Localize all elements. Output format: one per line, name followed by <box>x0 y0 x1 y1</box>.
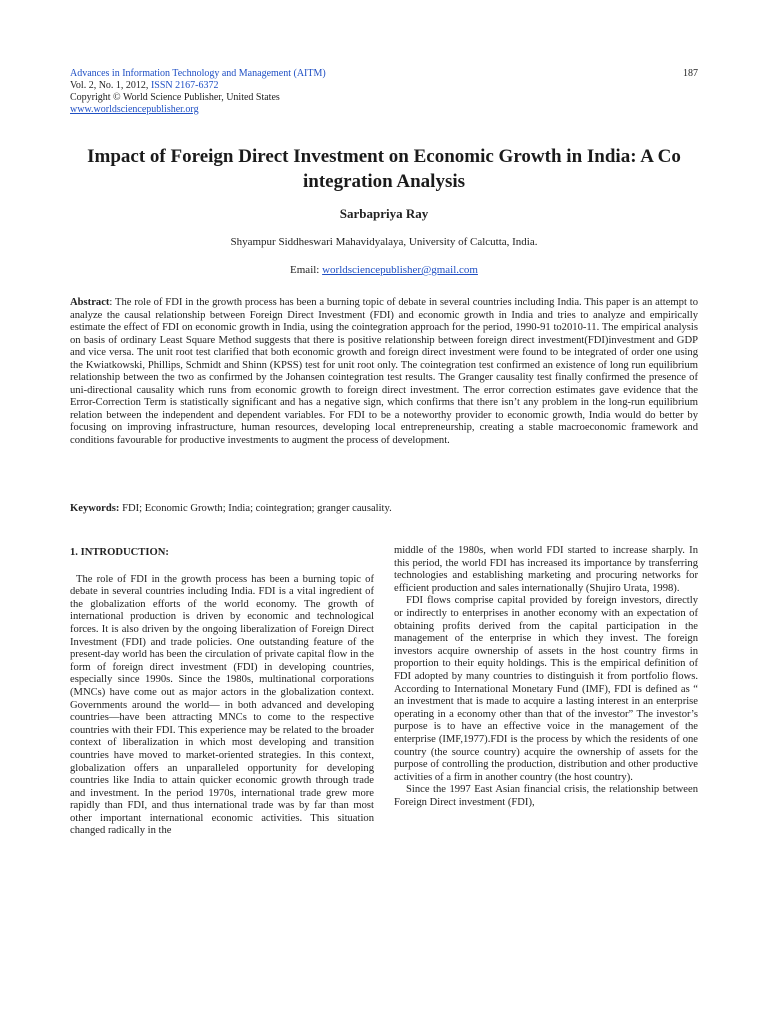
email-label: Email: <box>290 264 323 276</box>
author-email <box>70 264 698 276</box>
paper-title: Impact of Foreign Direct Investment on Economic Growth in India: A Co integration Analysis <box>87 146 681 192</box>
intro-paragraph-1: The role of FDI in the growth process has been a burning topic of debate in several countries including India. FDI is a vital ingredient of the globalization efforts of the world economy. The growth of international production is driven by economic and technological forces. It is also driven by the ongoing liberalization of Foreign Direct Investment (FDI) and trade policies. One outstanding feature of the present-day world has been the circulation of private capital flow in the form of foreign direct investment (FDI) in developing countries, especially since 1990s. Since the 1980s, multinational corporations (MNCs) have come out as major actors in the globalization context. Governments around the world— in both advanced and developing countries—have been attracting MNCs to come to the respective countries with their FDI. This experience may be related to the broader context of liberalization in which most developing and transition countries have moved to market-oriented strategies. In this context, globalization offers an unparalleled opportunity for developing countries like India to attain quicker economic growth through trade and investment. In the period 1970s, international trade grew more rapidly than FDI, and thus international trade was by far than most other important international economic activities. This situation changed radically in the <box>70 573 374 837</box>
author-name: Sarbapriya Ray <box>339 206 429 221</box>
keywords-label: Keywords: <box>70 503 120 514</box>
keywords-text: FDI; Economic Growth; India; cointegration; granger causality. <box>119 503 392 514</box>
author-affiliation: Shyampur Siddheswari Mahavidyalaya, University of Calcutta, India. <box>230 236 538 248</box>
copyright-line: Copyright © World Science Publisher, United States <box>70 92 280 103</box>
issn-link[interactable]: ISSN 2167-6372 <box>150 80 219 91</box>
journal-name[interactable]: Advances in Information Technology and Management (AITM) <box>70 68 326 79</box>
volume-info: Vol. 2, No. 1, 2012, <box>70 80 151 91</box>
intro-paragraph-2: FDI flows comprise capital provided by foreign investors, directly or indirectly to enterprises in another economy with an expectation of obtaining profits derived from the capital participation in the management of the enterprise in which they invest. The foreign investors acquire ownership of assets in the host country firms in proportion to their equity holdings. This is the empirical definition of FDI adopted by many countries to distinguish it from portfolio flows. According to International Monetary Fund (IMF), FDI is defined as “ an investment that is made to acquire a lasting interest in an enterprise operating in a economy other than that of the investor” The investor’s purpose is to have an effective voice in the management of the enterprise (IMF,1977).FDI is the process by which the residents of one country (the source country) acquire the ownership of assets for the purpose of controlling the production, distribution and other productive activities of a firm in another country (the host country). <box>394 595 698 783</box>
email-address-link[interactable]: worldsciencepublisher@gmail.com <box>322 264 478 276</box>
right-column <box>394 545 698 809</box>
section-heading-introduction: 1. INTRODUCTION: <box>70 547 169 558</box>
intro-paragraph-3: Since the 1997 East Asian financial crisis, the relationship between Foreign Direct investment (FDI), <box>394 784 698 808</box>
intro-paragraph-continued: middle of the 1980s, when world FDI started to increase sharply. In this period, the world FDI has increased its importance by transferring technologies and establishing marketing and procuring networks for efficient production and sales internationally (Shujiro Urata, 1998). <box>394 545 698 594</box>
abstract-label: Abstract <box>70 297 110 308</box>
keywords <box>70 503 698 514</box>
abstract-text: : The role of FDI in the growth process has been a burning topic of debate in several countries including India. This paper is an attempt to analyze the causal relationship between Foreign Direct Investment (FDI) and economic growth in India and tries to analyze and empirically estimate the effect of FDI on economic growth in India, using the cointegration approach for the period, 1990-91 to2010-11. The empirical analysis on basis of ordinary Least Square Method suggests that there is positive relationship between foreign direct investment(FDI)investment and GDP and vice versa. The unit root test clarified that both economic growth and foreign direct investment were found to be integrated of order one using the Kwiatkowski, Phillips, Schmidt and Shinn (KPSS) test for unit root only. The cointegration test confirmed an existence of long run equilibrium relationship between the two as confirmed by the Johansen cointegration test results. The Granger causality test finally confirmed the presence of uni-directional causality which runs from economic growth to foreign direct investment. The error correction estimates gave evidence that the Error-Correction Term is statistically significant and has a negative sign, which confirms that there isn’t any problem in the long-run equilibrium relation between the independent and dependent variables. For FDI to be a noteworthy provider to economic growth, India would do better by focusing on improving infrastructure, human resources, developing local entrepreneurship, creating a stable macroeconomic framework and conditions favourable for productive investments to augment the process of development. <box>70 297 698 447</box>
abstract <box>70 297 698 448</box>
journal-header <box>70 68 326 116</box>
left-column <box>70 545 374 838</box>
publisher-url-link[interactable]: www.worldsciencepublisher.org <box>70 104 199 115</box>
page-number: 187 <box>683 68 698 79</box>
volume-line <box>70 80 326 92</box>
